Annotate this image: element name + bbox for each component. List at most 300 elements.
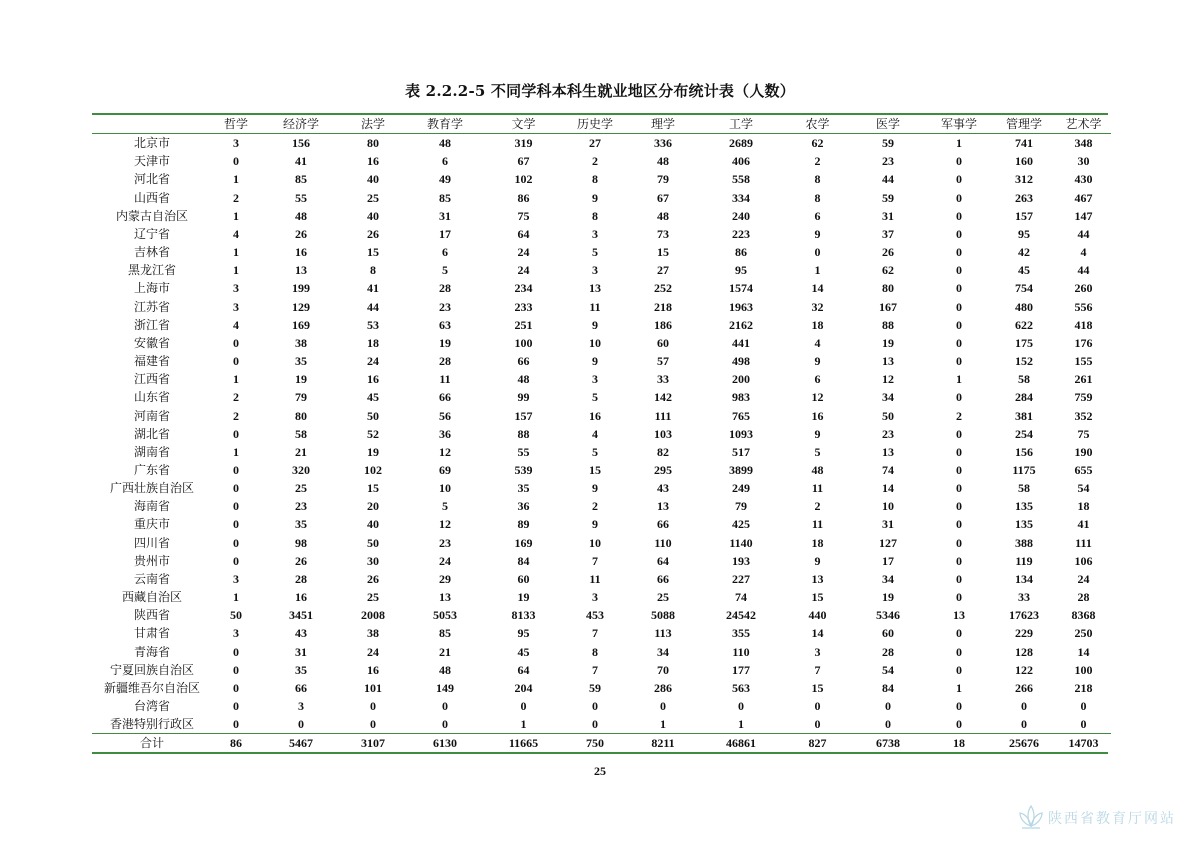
region-cell: 安徽省 <box>133 335 170 350</box>
value-cell: 9 <box>592 481 598 496</box>
value-cell: 983 <box>732 390 750 405</box>
value-cell: 5467 <box>260 734 342 753</box>
value-cell: 5 <box>592 245 598 260</box>
value-cell: 254 <box>1015 426 1033 441</box>
value-cell: 2 <box>814 154 821 169</box>
value-cell: 135 <box>1015 517 1033 532</box>
bottom-rule <box>92 752 1108 754</box>
value-cell: 26 <box>882 245 894 260</box>
value-cell: 6 <box>814 208 821 223</box>
value-cell: 16 <box>295 590 307 605</box>
value-cell: 2162 <box>729 317 753 332</box>
value-cell: 8 <box>814 190 821 205</box>
value-cell: 95 <box>1018 226 1030 241</box>
value-cell: 24 <box>367 354 379 369</box>
value-cell: 40 <box>367 517 379 532</box>
region-cell: 陕西省 <box>133 608 170 623</box>
value-cell: 8 <box>592 208 598 223</box>
value-cell: 88 <box>882 317 894 332</box>
value-cell: 7 <box>814 662 821 677</box>
value-cell: 0 <box>956 499 962 514</box>
value-cell: 19 <box>882 335 894 350</box>
value-cell: 2 <box>233 190 239 205</box>
value-cell: 0 <box>370 717 376 732</box>
region-cell: 内蒙古自治区 <box>115 208 188 223</box>
value-cell: 0 <box>233 717 239 732</box>
region-cell: 山西省 <box>133 190 170 205</box>
value-cell: 4 <box>233 317 239 332</box>
value-cell: 24 <box>517 263 530 278</box>
value-cell: 5 <box>592 444 598 459</box>
value-cell: 119 <box>1015 553 1033 568</box>
value-cell: 204 <box>514 680 533 695</box>
table-row <box>92 643 1111 661</box>
value-cell: 31 <box>882 517 894 532</box>
value-cell: 73 <box>657 226 669 241</box>
value-cell: 9 <box>814 354 821 369</box>
value-cell: 0 <box>370 699 376 713</box>
value-cell: 1 <box>520 717 527 732</box>
value-cell: 0 <box>1080 717 1087 732</box>
region-cell: 天津市 <box>133 154 170 169</box>
value-cell: 252 <box>654 281 672 296</box>
value-cell: 249 <box>732 481 750 496</box>
value-cell: 19 <box>367 444 379 459</box>
value-cell: 0 <box>956 299 962 314</box>
value-cell: 135 <box>1015 499 1033 514</box>
value-cell: 142 <box>654 390 672 405</box>
value-cell: 18 <box>926 734 992 753</box>
value-cell: 16 <box>367 154 379 169</box>
value-cell: 95 <box>517 626 530 641</box>
value-cell: 40 <box>367 208 379 223</box>
value-cell: 13 <box>657 499 669 514</box>
value-cell: 66 <box>517 354 530 369</box>
value-cell: 227 <box>732 571 750 586</box>
value-cell: 175 <box>1015 335 1033 350</box>
region-cell: 辽宁省 <box>133 226 170 241</box>
value-cell: 0 <box>233 553 239 568</box>
value-cell: 26 <box>367 226 379 241</box>
value-cell: 320 <box>292 462 310 477</box>
value-cell: 16 <box>295 245 307 260</box>
value-cell: 9 <box>814 226 821 241</box>
value-cell: 80 <box>367 136 379 151</box>
value-cell: 57 <box>657 354 669 369</box>
value-cell: 31 <box>295 644 307 659</box>
value-cell: 18 <box>811 535 824 550</box>
table-row <box>92 152 1111 170</box>
value-cell: 10 <box>882 499 894 514</box>
table-row <box>92 298 1111 316</box>
value-cell: 45 <box>1018 263 1030 278</box>
header-subject: 法学 <box>342 115 404 134</box>
value-cell: 0 <box>956 717 962 732</box>
table-row <box>92 225 1111 243</box>
value-cell: 0 <box>814 717 821 732</box>
table-row <box>92 552 1111 570</box>
value-cell: 16 <box>589 408 601 423</box>
value-cell: 110 <box>732 644 750 659</box>
page-number: 25 <box>594 764 606 778</box>
value-cell: 34 <box>882 571 894 586</box>
value-cell: 75 <box>517 208 530 223</box>
value-cell: 48 <box>811 462 824 477</box>
watermark-text: 陕西省教育厅网站 <box>1048 811 1176 827</box>
value-cell: 480 <box>1015 299 1033 314</box>
value-cell: 261 <box>1074 372 1093 387</box>
value-cell: 66 <box>657 571 669 586</box>
value-cell: 25 <box>367 190 379 205</box>
table-row <box>92 425 1111 443</box>
value-cell: 157 <box>514 408 533 423</box>
value-cell: 58 <box>295 426 307 441</box>
value-cell: 17 <box>882 553 894 568</box>
value-cell: 60 <box>657 335 669 350</box>
value-cell: 67 <box>517 154 530 169</box>
value-cell: 0 <box>233 462 239 477</box>
region-cell: 河北省 <box>133 172 170 187</box>
value-cell: 9 <box>592 517 598 532</box>
value-cell: 160 <box>1015 154 1033 169</box>
value-cell: 50 <box>230 608 242 623</box>
header-subject: 艺术学 <box>1056 115 1111 134</box>
value-cell: 48 <box>295 208 307 223</box>
value-cell: 128 <box>1015 644 1033 659</box>
value-cell: 741 <box>1015 136 1033 151</box>
value-cell: 23 <box>295 499 307 514</box>
value-cell: 3899 <box>729 462 753 477</box>
value-cell: 27 <box>589 136 601 151</box>
value-cell: 40 <box>367 172 379 187</box>
value-cell: 48 <box>657 154 669 169</box>
value-cell: 1 <box>233 590 239 605</box>
value-cell: 58 <box>1018 372 1030 387</box>
value-cell: 2689 <box>729 136 753 151</box>
region-cell: 贵州市 <box>133 553 170 568</box>
value-cell: 218 <box>1074 680 1093 695</box>
lotus-logo-icon <box>1016 802 1046 832</box>
value-cell: 0 <box>1080 699 1087 713</box>
value-cell: 62 <box>811 136 824 151</box>
region-cell: 福建省 <box>133 354 170 369</box>
value-cell: 9 <box>814 553 821 568</box>
value-cell: 70 <box>657 662 669 677</box>
header-subject: 文学 <box>486 115 561 134</box>
table-row <box>92 243 1111 261</box>
value-cell: 11665 <box>486 734 561 753</box>
value-cell: 20 <box>367 499 379 514</box>
value-cell: 6 <box>814 372 821 387</box>
value-cell: 5 <box>442 263 448 278</box>
value-cell: 655 <box>1074 462 1093 477</box>
value-cell: 539 <box>514 462 533 477</box>
value-cell: 38 <box>367 626 379 641</box>
region-cell: 湖北省 <box>133 426 170 441</box>
value-cell: 55 <box>295 190 307 205</box>
value-cell: 15 <box>811 590 824 605</box>
table-row <box>92 606 1111 624</box>
value-cell: 0 <box>956 481 962 496</box>
value-cell: 286 <box>654 680 672 695</box>
value-cell: 18 <box>811 317 824 332</box>
value-cell: 11 <box>811 517 824 532</box>
value-cell: 1 <box>233 172 239 187</box>
value-cell: 381 <box>1015 408 1033 423</box>
value-cell: 24 <box>517 245 530 260</box>
value-cell: 64 <box>657 553 669 568</box>
value-cell: 8 <box>592 644 598 659</box>
value-cell: 26 <box>295 553 307 568</box>
value-cell: 754 <box>1015 281 1033 296</box>
value-cell: 69 <box>439 462 451 477</box>
table-row <box>92 134 1111 153</box>
employment-table <box>92 113 1108 754</box>
value-cell: 0 <box>233 535 239 550</box>
value-cell: 3 <box>298 699 304 713</box>
value-cell: 765 <box>732 408 750 423</box>
value-cell: 13 <box>882 444 894 459</box>
value-cell: 24 <box>1077 571 1090 586</box>
table-row <box>92 407 1111 425</box>
value-cell: 388 <box>1015 535 1033 550</box>
value-cell: 80 <box>295 408 307 423</box>
region-cell: 黑龙江省 <box>127 263 176 278</box>
value-cell: 556 <box>1074 299 1093 314</box>
value-cell: 44 <box>1077 263 1090 278</box>
value-cell: 0 <box>233 335 239 350</box>
value-cell: 55 <box>517 444 530 459</box>
value-cell: 19 <box>295 372 307 387</box>
value-cell: 1 <box>738 717 744 732</box>
value-cell: 0 <box>233 426 239 441</box>
region-cell: 宁夏回族自治区 <box>109 662 194 677</box>
value-cell: 59 <box>882 190 894 205</box>
region-cell: 云南省 <box>133 571 170 586</box>
value-cell: 563 <box>732 680 750 695</box>
value-cell: 1 <box>660 717 666 732</box>
value-cell: 49 <box>439 172 451 187</box>
value-cell: 425 <box>732 517 750 532</box>
value-cell: 122 <box>1015 662 1033 677</box>
header-subject: 农学 <box>785 115 850 134</box>
table-row <box>92 279 1111 297</box>
header-subject: 医学 <box>850 115 926 134</box>
value-cell: 0 <box>233 354 239 369</box>
header-subject: 哲学 <box>212 115 260 134</box>
value-cell: 23 <box>882 154 894 169</box>
value-cell: 190 <box>1074 444 1093 459</box>
table-title: 表 2.2.2-5 不同学科本科生就业地区分布统计表（人数） <box>405 82 795 100</box>
value-cell: 4 <box>233 226 239 241</box>
value-cell: 134 <box>1015 571 1033 586</box>
value-cell: 0 <box>233 517 239 532</box>
value-cell: 12 <box>882 372 894 387</box>
value-cell: 13 <box>295 263 307 278</box>
value-cell: 84 <box>517 553 530 568</box>
value-cell: 1 <box>814 263 821 278</box>
value-cell: 86 <box>517 190 530 205</box>
value-cell: 5 <box>442 499 448 514</box>
value-cell: 4 <box>592 426 598 441</box>
value-cell: 418 <box>1074 317 1093 332</box>
value-cell: 35 <box>517 481 530 496</box>
value-cell: 3 <box>233 299 239 314</box>
value-cell: 23 <box>882 426 894 441</box>
region-cell: 四川省 <box>133 535 170 550</box>
value-cell: 21 <box>439 644 451 659</box>
value-cell: 34 <box>882 390 894 405</box>
value-cell: 250 <box>1074 626 1093 641</box>
value-cell: 46861 <box>697 734 785 753</box>
table-row <box>92 334 1111 352</box>
value-cell: 3 <box>233 281 239 296</box>
value-cell: 0 <box>956 626 962 641</box>
value-cell: 25 <box>657 590 669 605</box>
value-cell: 19 <box>882 590 894 605</box>
value-cell: 218 <box>654 299 672 314</box>
value-cell: 127 <box>879 535 897 550</box>
value-cell: 5 <box>592 390 598 405</box>
table-body <box>92 134 1111 753</box>
value-cell: 193 <box>732 553 750 568</box>
value-cell: 99 <box>517 390 530 405</box>
value-cell: 312 <box>1015 172 1033 187</box>
region-cell: 新疆维吾尔自治区 <box>103 680 200 695</box>
value-cell: 759 <box>1074 390 1093 405</box>
value-cell: 58 <box>1018 481 1030 496</box>
value-cell: 95 <box>735 263 747 278</box>
value-cell: 0 <box>233 680 239 695</box>
value-cell: 100 <box>514 335 533 350</box>
value-cell: 23 <box>439 299 451 314</box>
value-cell: 284 <box>1015 390 1033 405</box>
value-cell: 29 <box>439 571 451 586</box>
value-cell: 17623 <box>1009 608 1039 623</box>
value-cell: 200 <box>732 372 750 387</box>
table-row <box>92 170 1111 188</box>
value-cell: 15 <box>367 481 379 496</box>
value-cell: 0 <box>233 481 239 496</box>
value-cell: 18 <box>367 335 379 350</box>
value-cell: 155 <box>1074 354 1093 369</box>
value-cell: 35 <box>295 517 307 532</box>
value-cell: 12 <box>811 390 824 405</box>
value-cell: 106 <box>1074 553 1093 568</box>
region-cell: 湖南省 <box>133 444 170 459</box>
value-cell: 149 <box>436 680 454 695</box>
value-cell: 3 <box>592 372 598 387</box>
region-cell: 青海省 <box>133 644 170 659</box>
value-cell: 7 <box>592 662 598 677</box>
region-cell: 江苏省 <box>133 299 170 314</box>
value-cell: 453 <box>586 608 604 623</box>
value-cell: 13 <box>953 608 965 623</box>
region-cell: 北京市 <box>133 136 170 151</box>
value-cell: 0 <box>956 154 962 169</box>
value-cell: 66 <box>657 517 669 532</box>
value-cell: 103 <box>654 426 672 441</box>
value-cell: 14703 <box>1056 734 1111 753</box>
value-cell: 54 <box>882 662 894 677</box>
value-cell: 234 <box>514 281 533 296</box>
value-cell: 48 <box>517 372 530 387</box>
value-cell: 1 <box>956 680 962 695</box>
value-cell: 2 <box>233 408 239 423</box>
value-cell: 11 <box>439 372 451 387</box>
value-cell: 295 <box>654 462 672 477</box>
header-region <box>92 115 212 134</box>
table-row <box>92 624 1111 642</box>
value-cell: 64 <box>517 226 530 241</box>
value-cell: 5088 <box>651 608 675 623</box>
value-cell: 63 <box>439 317 451 332</box>
value-cell: 41 <box>367 281 379 296</box>
value-cell: 0 <box>956 263 962 278</box>
value-cell: 102 <box>514 172 533 187</box>
value-cell: 3 <box>233 626 239 641</box>
value-cell: 177 <box>732 662 750 677</box>
value-cell: 5346 <box>876 608 900 623</box>
value-cell: 43 <box>657 481 669 496</box>
value-cell: 0 <box>956 571 962 586</box>
value-cell: 50 <box>367 408 379 423</box>
table-row <box>92 189 1111 207</box>
value-cell: 233 <box>514 299 533 314</box>
value-cell: 50 <box>367 535 379 550</box>
value-cell: 1 <box>233 245 239 260</box>
value-cell: 44 <box>882 172 894 187</box>
value-cell: 0 <box>956 172 962 187</box>
value-cell: 8133 <box>511 608 536 623</box>
value-cell: 66 <box>439 390 451 405</box>
value-cell: 498 <box>732 354 750 369</box>
region-cell: 吉林省 <box>133 245 170 260</box>
value-cell: 176 <box>1074 335 1093 350</box>
value-cell: 0 <box>814 245 821 260</box>
value-cell: 33 <box>657 372 669 387</box>
value-cell: 3 <box>233 136 239 151</box>
value-cell: 15 <box>367 245 379 260</box>
value-cell: 8211 <box>629 734 697 753</box>
value-cell: 41 <box>295 154 307 169</box>
value-cell: 260 <box>1074 281 1093 296</box>
value-cell: 110 <box>654 535 672 550</box>
value-cell: 3 <box>592 590 598 605</box>
table-row <box>92 316 1111 334</box>
value-cell: 167 <box>879 299 897 314</box>
value-cell: 84 <box>882 680 894 695</box>
value-cell: 348 <box>1074 136 1093 151</box>
value-cell: 1093 <box>729 426 753 441</box>
value-cell: 85 <box>295 172 307 187</box>
value-cell: 6 <box>442 245 448 260</box>
value-cell: 79 <box>735 499 747 514</box>
value-cell: 0 <box>1021 699 1027 713</box>
value-cell: 240 <box>732 208 750 223</box>
value-cell: 5 <box>814 444 821 459</box>
value-cell: 7 <box>592 553 598 568</box>
value-cell: 1140 <box>729 535 753 550</box>
region-cell: 河南省 <box>133 408 170 423</box>
value-cell: 0 <box>956 190 962 205</box>
value-cell: 6130 <box>404 734 486 753</box>
value-cell: 336 <box>654 136 672 151</box>
value-cell: 12 <box>439 444 451 459</box>
table-row <box>92 461 1111 479</box>
value-cell: 0 <box>956 699 962 713</box>
header-subject: 工学 <box>697 115 785 134</box>
